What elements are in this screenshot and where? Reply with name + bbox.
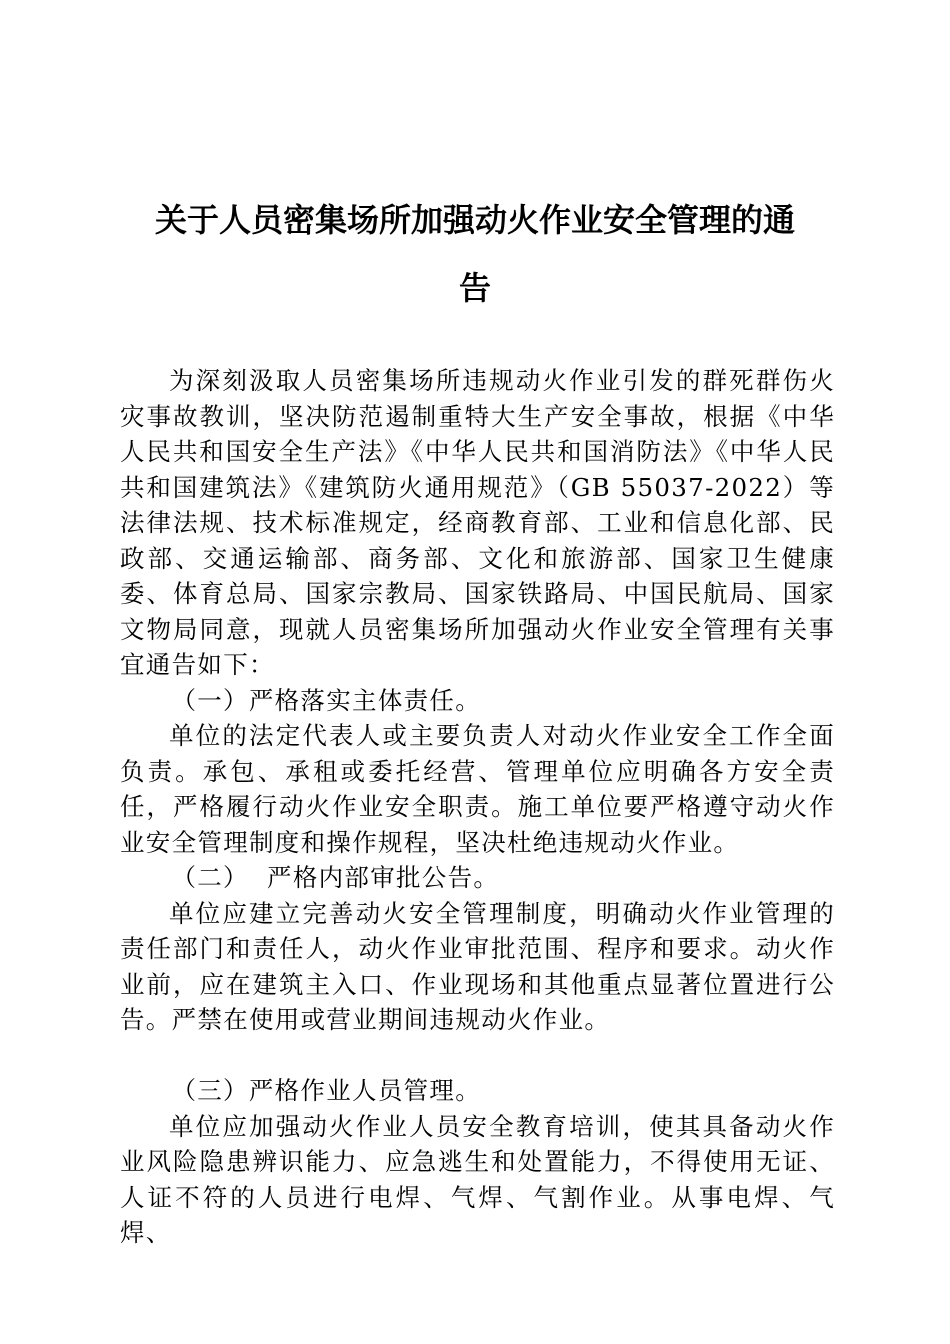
- blank-line: [120, 1038, 835, 1074]
- section-2-body: 单位应建立完善动火安全管理制度，明确动火作业管理的责任部门和责任人，动火作业审批范围、程序和要求。动火作业前，应在建筑主入口、作业现场和其他重点显著位置进行公告。严禁在使用或营业期间违规动火作业。: [120, 898, 835, 1034]
- document-title-line-2: 告: [458, 269, 491, 307]
- document-body: [120, 363, 835, 1251]
- section-2-heading: （二） 严格内部审批公告。: [171, 863, 500, 892]
- document-title-line-1: 关于人员密集场所加强动火作业安全管理的通: [154, 201, 795, 239]
- section-1-heading: （一）严格落实主体责任。: [171, 685, 482, 715]
- intro-paragraph: 为深刻汲取人员密集场所违规动火作业引发的群死群伤火灾事故教训，坚决防范遏制重特大生产安全事故，根据《中华人民共和国安全生产法》《中华人民共和国消防法》《中华人民共和国建筑法》《建筑防火通用规范》（GB 55037-2022）等法律法规、技术标准规定，经商教育部、工业和信息化部、民政部、交通运输部、商务部、文化和旅游部、国家卫生健康委、体育总局、国家宗教局、国家铁路局、中国民航局、国家文物局同意，现就人员密集场所加强动火作业安全管理有关事宜通告如下：: [120, 366, 835, 679]
- section-1-body: 单位的法定代表人或主要负责人对动火作业安全工作全面负责。承包、承租或委托经营、管理单位应明确各方安全责任，严格履行动火作业安全职责。施工单位要严格遵守动火作业安全管理制度和操作规程，坚决杜绝违规动火作业。: [120, 721, 835, 857]
- section-3-heading: （三）严格作业人员管理。: [171, 1076, 482, 1105]
- section-3-body: 单位应加强动火作业人员安全教育培训，使其具备动火作业风险隐患辨识能力、应急逃生和处置能力，不得使用无证、人证不符的人员进行电焊、气焊、气割作业。从事电焊、气焊、: [120, 1111, 835, 1247]
